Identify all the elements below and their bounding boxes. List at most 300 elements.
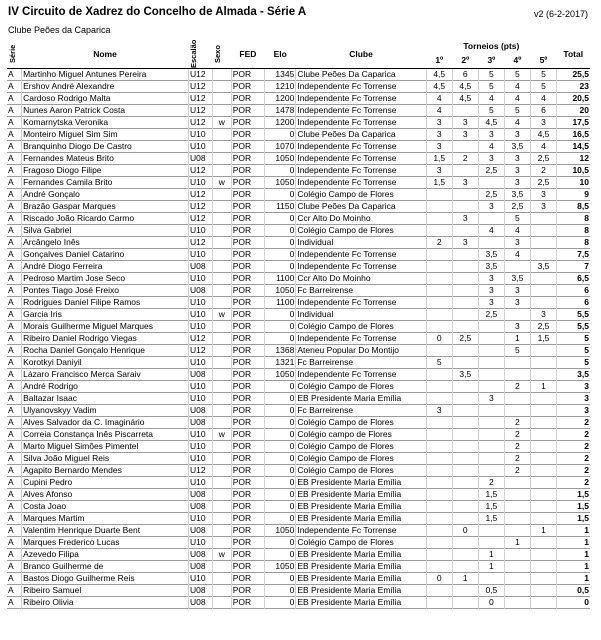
cell-nome: Correia Constança Inês Piscarreta: [22, 429, 189, 441]
cell-t5: [530, 285, 556, 297]
cell-serie: A: [7, 69, 22, 81]
cell-fed: POR: [231, 393, 264, 405]
cell-clube: Independente Fc Torrense: [296, 93, 426, 105]
cell-elo: 1050: [265, 153, 296, 165]
col-torneios: Torneios (pts): [463, 41, 520, 52]
cell-t2: [452, 453, 478, 465]
cell-t3: 3: [478, 273, 504, 285]
cell-clube: Independente Fc Torrense: [296, 165, 426, 177]
cell-total: 2: [584, 465, 589, 475]
cell-escalao: U12: [188, 345, 212, 357]
cell-elo: 0: [265, 573, 296, 585]
cell-elo: 1345: [265, 69, 296, 81]
cell-nome: Alves Afonso: [22, 489, 189, 501]
cell-sexo: [212, 561, 231, 573]
cell-escalao: U12: [188, 81, 212, 93]
cell-sexo: [212, 273, 231, 285]
cell-elo: 1150: [265, 201, 296, 213]
cell-t4: 5: [504, 105, 530, 117]
cell-t2: [452, 393, 478, 405]
club-subtitle: Clube Peões da Caparica: [8, 25, 111, 35]
cell-escalao: U12: [188, 69, 212, 81]
cell-t3: [478, 465, 504, 477]
cell-escalao: U10: [188, 141, 212, 153]
cell-t2: [452, 429, 478, 441]
cell-total: 6,5: [577, 273, 589, 283]
cell-escalao: U08: [188, 405, 212, 417]
cell-t2: [452, 537, 478, 549]
cell-sexo: [212, 153, 231, 165]
cell-fed: POR: [231, 417, 264, 429]
cell-total: 1,5: [577, 489, 589, 499]
cell-t1: [426, 393, 452, 405]
cell-sexo: [212, 321, 231, 333]
table-row: [7, 225, 590, 237]
cell-t1: [426, 345, 452, 357]
cell-t1: 3: [426, 117, 452, 129]
cell-nome: Bastos Diogo Guilherme Reis: [22, 573, 189, 585]
cell-escalao: U08: [188, 561, 212, 573]
cell-t5: [530, 249, 556, 261]
cell-fed: POR: [231, 429, 264, 441]
cell-t5: [530, 237, 556, 249]
cell-total: 3: [584, 381, 589, 391]
cell-t2: 1: [452, 573, 478, 585]
table-row: [7, 69, 590, 81]
cell-t5: [530, 225, 556, 237]
cell-t4: 3,5: [504, 273, 530, 285]
cell-serie: A: [7, 597, 22, 609]
cell-sexo: [212, 489, 231, 501]
cell-t3: [478, 417, 504, 429]
cell-t5: [530, 429, 556, 441]
cell-t5: [530, 393, 556, 405]
cell-t3: 0: [478, 597, 504, 609]
cell-sexo: [212, 453, 231, 465]
cell-t5: 3,5: [530, 261, 556, 273]
cell-t1: 4: [426, 93, 452, 105]
table-row: [7, 489, 590, 501]
cell-t3: 4: [478, 141, 504, 153]
cell-clube: EB Presidente Maria Emília: [296, 501, 426, 513]
cell-serie: A: [7, 153, 22, 165]
cell-sexo: [212, 537, 231, 549]
cell-t5: [530, 477, 556, 489]
cell-total: 25,5: [572, 69, 589, 79]
cell-serie: A: [7, 585, 22, 597]
cell-nome: Costa Joao: [22, 501, 189, 513]
cell-t2: 3,5: [452, 369, 478, 381]
cell-t2: 4,5: [452, 93, 478, 105]
cell-t3: 5: [478, 69, 504, 81]
cell-t2: [452, 345, 478, 357]
cell-sexo: [212, 105, 231, 117]
cell-nome: Ershov André Alexandre: [22, 81, 189, 93]
cell-escalao: U08: [188, 261, 212, 273]
cell-t5: [530, 549, 556, 561]
cell-t4: 5: [504, 345, 530, 357]
cell-serie: A: [7, 201, 22, 213]
cell-serie: A: [7, 225, 22, 237]
cell-elo: 0: [265, 441, 296, 453]
cell-total: 8: [584, 213, 589, 223]
cell-t2: 3: [452, 213, 478, 225]
cell-t1: 3: [426, 165, 452, 177]
cell-serie: A: [7, 165, 22, 177]
cell-clube: Colégio Campo de Flores: [296, 453, 426, 465]
col-sexo: Sexo: [212, 40, 231, 69]
cell-t4: 3: [504, 165, 530, 177]
cell-sexo: w: [212, 549, 231, 561]
cell-escalao: U08: [188, 501, 212, 513]
cell-clube: Independente Fc Torrense: [296, 249, 426, 261]
cell-t1: [426, 309, 452, 321]
cell-sexo: [212, 369, 231, 381]
cell-elo: 0: [265, 333, 296, 345]
table-row: [7, 429, 590, 441]
cell-elo: 0: [265, 501, 296, 513]
cell-clube: Independente Fc Torrense: [296, 525, 426, 537]
cell-clube: Fc Barreirense: [296, 285, 426, 297]
cell-escalao: U10: [188, 225, 212, 237]
table-row: [7, 573, 590, 585]
cell-t3: 1,5: [478, 489, 504, 501]
cell-serie: A: [7, 369, 22, 381]
cell-serie: A: [7, 465, 22, 477]
cell-fed: POR: [231, 189, 264, 201]
cell-elo: 0: [265, 405, 296, 417]
cell-serie: A: [7, 525, 22, 537]
cell-sexo: [212, 465, 231, 477]
cell-t2: 4,5: [452, 81, 478, 93]
cell-nome: Morais Guilherme Miguel Marques: [22, 321, 189, 333]
cell-t1: 5: [426, 357, 452, 369]
cell-t2: [452, 273, 478, 285]
cell-escalao: U10: [188, 309, 212, 321]
cell-escalao: U12: [188, 201, 212, 213]
table-row: [7, 537, 590, 549]
cell-t3: [478, 345, 504, 357]
cell-t1: 1,5: [426, 177, 452, 189]
cell-nome: Monteiro Miguel Sim Sim: [22, 129, 189, 141]
cell-t4: [504, 501, 530, 513]
cell-clube: EB Presidente Maria Emília: [296, 393, 426, 405]
cell-t5: 5: [530, 81, 556, 93]
cell-fed: POR: [231, 297, 264, 309]
cell-elo: 0: [265, 249, 296, 261]
cell-total: 1,5: [577, 501, 589, 511]
cell-total: 10,5: [572, 165, 589, 175]
cell-elo: 1070: [265, 141, 296, 153]
cell-escalao: U10: [188, 297, 212, 309]
cell-escalao: U10: [188, 381, 212, 393]
cell-t4: [504, 357, 530, 369]
cell-nome: Korotkyi Daniyil: [22, 357, 189, 369]
cell-t5: [530, 573, 556, 585]
cell-t2: 6: [452, 69, 478, 81]
cell-serie: A: [7, 141, 22, 153]
cell-elo: 1050: [265, 525, 296, 537]
cell-t3: 3,5: [478, 249, 504, 261]
cell-t5: [530, 597, 556, 609]
cell-t2: [452, 201, 478, 213]
cell-fed: POR: [231, 405, 264, 417]
cell-nome: Valentim Henrique Duarte Bent: [22, 525, 189, 537]
cell-serie: A: [7, 321, 22, 333]
col-escalao: Escalão: [188, 40, 212, 69]
cell-t3: 2,5: [478, 165, 504, 177]
cell-fed: POR: [231, 549, 264, 561]
cell-serie: A: [7, 489, 22, 501]
cell-t4: [504, 489, 530, 501]
cell-serie: A: [7, 213, 22, 225]
table-row: [7, 81, 590, 93]
cell-t5: [530, 345, 556, 357]
cell-clube: Ccr Alto Do Moinho: [296, 213, 426, 225]
cell-t3: 3: [478, 393, 504, 405]
cell-total: 5,5: [577, 309, 589, 319]
cell-t4: [504, 261, 530, 273]
cell-fed: POR: [231, 165, 264, 177]
cell-t3: [478, 525, 504, 537]
cell-t5: 2,5: [530, 153, 556, 165]
cell-fed: POR: [231, 453, 264, 465]
cell-t3: [478, 573, 504, 585]
cell-serie: A: [7, 117, 22, 129]
cell-t4: [504, 525, 530, 537]
cell-total: 23: [579, 81, 589, 91]
cell-t1: [426, 561, 452, 573]
cell-nome: Fernandes Mateus Brito: [22, 153, 189, 165]
cell-t1: 3: [426, 129, 452, 141]
cell-t1: [426, 249, 452, 261]
cell-nome: Pontes Tiago José Freixo: [22, 285, 189, 297]
cell-elo: 1321: [265, 357, 296, 369]
cell-total: 2: [584, 477, 589, 487]
cell-nome: Fragoso Diogo Filipe: [22, 165, 189, 177]
cell-t4: 3: [504, 237, 530, 249]
cell-t4: [504, 573, 530, 585]
page-title: IV Circuito de Xadrez do Concelho de Almada - Série A: [8, 6, 307, 18]
table-row: [7, 561, 590, 573]
cell-clube: Independente Fc Torrense: [296, 153, 426, 165]
cell-t1: 0: [426, 573, 452, 585]
cell-clube: Independente Fc Torrense: [296, 297, 426, 309]
cell-t3: 2,5: [478, 189, 504, 201]
cell-t2: [452, 465, 478, 477]
cell-t1: [426, 189, 452, 201]
cell-total: 5: [584, 333, 589, 343]
cell-t3: 2,5: [478, 309, 504, 321]
cell-serie: A: [7, 393, 22, 405]
cell-t2: [452, 501, 478, 513]
cell-elo: 0: [265, 189, 296, 201]
cell-nome: Cupini Pedro: [22, 477, 189, 489]
cell-t4: 2: [504, 417, 530, 429]
cell-escalao: U12: [188, 165, 212, 177]
cell-sexo: [212, 597, 231, 609]
cell-t5: 2,5: [530, 321, 556, 333]
cell-t5: [530, 465, 556, 477]
cell-nome: Silva João Miguel Reis: [22, 453, 189, 465]
cell-sexo: w: [212, 429, 231, 441]
cell-t1: [426, 537, 452, 549]
cell-t1: [426, 273, 452, 285]
cell-nome: Branquinho Diogo De Castro: [22, 141, 189, 153]
table-row: [7, 381, 590, 393]
cell-elo: 1200: [265, 117, 296, 129]
cell-elo: 1210: [265, 81, 296, 93]
cell-t1: 2: [426, 237, 452, 249]
cell-fed: POR: [231, 213, 264, 225]
cell-clube: Independente Fc Torrense: [296, 81, 426, 93]
cell-elo: 1050: [265, 177, 296, 189]
cell-sexo: [212, 81, 231, 93]
cell-t2: [452, 261, 478, 273]
cell-t4: 1: [504, 537, 530, 549]
cell-serie: A: [7, 177, 22, 189]
cell-serie: A: [7, 345, 22, 357]
table-row: [7, 273, 590, 285]
cell-escalao: U08: [188, 285, 212, 297]
table-row: [7, 285, 590, 297]
cell-escalao: U10: [188, 441, 212, 453]
cell-t5: 3: [530, 201, 556, 213]
cell-t3: [478, 357, 504, 369]
cell-t4: [504, 309, 530, 321]
cell-total: 1,5: [577, 513, 589, 523]
cell-serie: A: [7, 249, 22, 261]
cell-elo: 1200: [265, 93, 296, 105]
cell-nome: Ribeiro Olivia: [22, 597, 189, 609]
cell-escalao: U10: [188, 393, 212, 405]
table-row: [7, 105, 590, 117]
cell-nome: Ribeiro Daniel Rodrigo Viegas: [22, 333, 189, 345]
cell-nome: Fernandes Camila Brito: [22, 177, 189, 189]
cell-t2: [452, 321, 478, 333]
cell-elo: 0: [265, 465, 296, 477]
cell-clube: Independente Fc Torrense: [296, 117, 426, 129]
cell-serie: A: [7, 189, 22, 201]
cell-sexo: [212, 585, 231, 597]
cell-t3: 3: [478, 153, 504, 165]
cell-t5: 1: [530, 525, 556, 537]
table-row: [7, 309, 590, 321]
cell-t4: 4: [504, 249, 530, 261]
cell-t1: [426, 489, 452, 501]
cell-sexo: [212, 69, 231, 81]
cell-escalao: U10: [188, 177, 212, 189]
table-row: [7, 321, 590, 333]
cell-sexo: [212, 285, 231, 297]
cell-total: 10: [579, 177, 589, 187]
cell-total: 2: [584, 417, 589, 427]
cell-clube: Fc Barreirense: [296, 357, 426, 369]
cell-total: 5: [584, 357, 589, 367]
ranking-table: [7, 40, 590, 609]
cell-t3: 5: [478, 81, 504, 93]
cell-t3: 0,5: [478, 585, 504, 597]
cell-clube: Colégio Campo de Flores: [296, 537, 426, 549]
cell-escalao: U10: [188, 321, 212, 333]
cell-elo: 0: [265, 309, 296, 321]
cell-clube: Colégio Campo de Flores: [296, 225, 426, 237]
cell-t4: [504, 513, 530, 525]
cell-fed: POR: [231, 501, 264, 513]
cell-clube: Colégio Campo de Flores: [296, 321, 426, 333]
cell-clube: Colégio Campo de Flores: [296, 381, 426, 393]
cell-fed: POR: [231, 81, 264, 93]
cell-nome: Cardoso Rodrigo Malta: [22, 93, 189, 105]
table-row: [7, 237, 590, 249]
cell-t5: [530, 513, 556, 525]
cell-t1: [426, 513, 452, 525]
cell-elo: 0: [265, 549, 296, 561]
table-row: [7, 369, 590, 381]
cell-nome: Garcia Iris: [22, 309, 189, 321]
cell-sexo: [212, 261, 231, 273]
cell-clube: Fc Barreirense: [296, 405, 426, 417]
cell-t5: 2,5: [530, 177, 556, 189]
cell-t2: [452, 141, 478, 153]
cell-nome: Ribeiro Samuel: [22, 585, 189, 597]
cell-t4: 3: [504, 297, 530, 309]
cell-elo: 1050: [265, 285, 296, 297]
cell-sexo: [212, 357, 231, 369]
cell-sexo: [212, 141, 231, 153]
cell-t4: [504, 369, 530, 381]
cell-sexo: w: [212, 309, 231, 321]
cell-clube: EB Presidente Maria Emília: [296, 477, 426, 489]
cell-serie: A: [7, 561, 22, 573]
cell-nome: Silva Gabriel: [22, 225, 189, 237]
cell-nome: Arcângelo Inês: [22, 237, 189, 249]
cell-total: 0,5: [577, 585, 589, 595]
cell-sexo: [212, 225, 231, 237]
cell-t2: [452, 561, 478, 573]
header-row-top: [7, 40, 590, 54]
cell-t4: 5: [504, 69, 530, 81]
cell-elo: 0: [265, 165, 296, 177]
cell-fed: POR: [231, 585, 264, 597]
cell-t4: 2: [504, 381, 530, 393]
cell-sexo: [212, 333, 231, 345]
cell-total: 1: [584, 537, 589, 547]
table-row: [7, 513, 590, 525]
cell-t5: 5: [530, 69, 556, 81]
table-row: [7, 249, 590, 261]
cell-total: 6: [584, 297, 589, 307]
cell-elo: 0: [265, 225, 296, 237]
cell-t5: [530, 561, 556, 573]
cell-t5: [530, 297, 556, 309]
cell-clube: Colégio Campo de Flores: [296, 417, 426, 429]
cell-escalao: U12: [188, 105, 212, 117]
cell-t3: [478, 405, 504, 417]
cell-t2: [452, 549, 478, 561]
cell-t4: 3: [504, 177, 530, 189]
cell-sexo: [212, 237, 231, 249]
cell-t1: [426, 585, 452, 597]
cell-t1: [426, 453, 452, 465]
cell-fed: POR: [231, 525, 264, 537]
cell-t2: 0: [452, 525, 478, 537]
cell-serie: A: [7, 81, 22, 93]
cell-t2: 3: [452, 117, 478, 129]
cell-sexo: [212, 189, 231, 201]
cell-sexo: [212, 297, 231, 309]
cell-total: 1: [584, 525, 589, 535]
